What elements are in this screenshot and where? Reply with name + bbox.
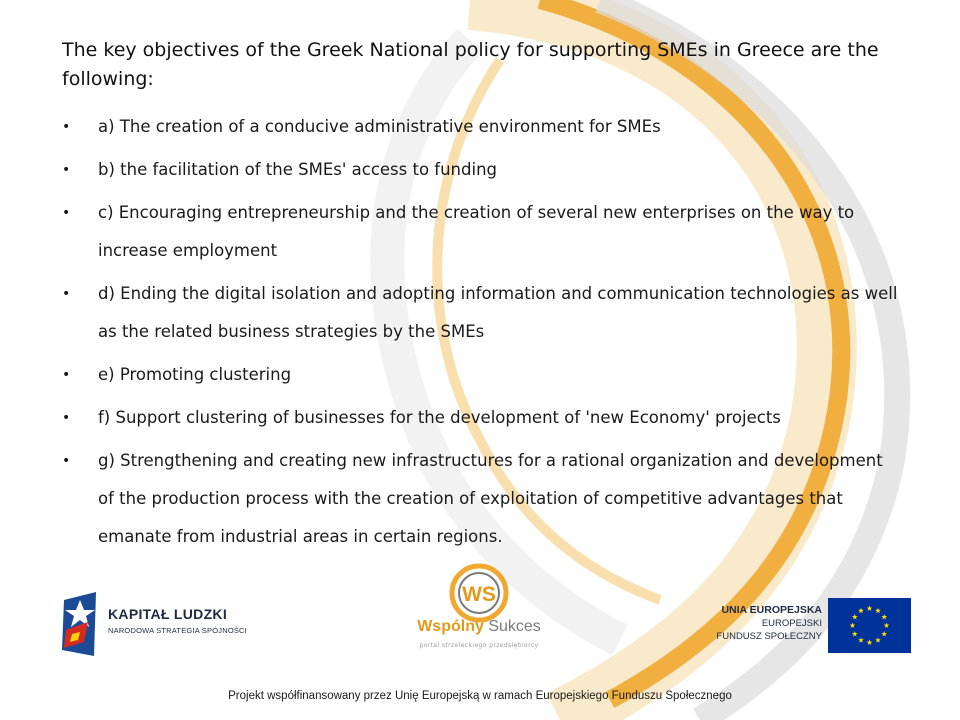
kapital-ludzki-logo xyxy=(58,590,258,658)
bullet-item-c xyxy=(62,194,902,270)
wspolny-word: Wspólny xyxy=(417,618,484,635)
slide-title: The key objectives of the Greek National policy for supporting SMEs in Greece are the following: xyxy=(62,39,879,90)
kapital-ludzki-subtitle: NARODOWA STRATEGIA SPÓJNOŚCI xyxy=(108,626,247,635)
objectives-list xyxy=(62,108,902,561)
bullet-text: g) Strengthening and creating new infrastructures for a rational organization and development of the production process with the creation of exploitation of competitive advantages that emanate from industrial areas in certain regions. xyxy=(98,451,883,546)
cofinancing-statement: Projekt współfinansowany przez Unię Europejską w ramach Europejskiego Funduszu Społecznego xyxy=(228,690,732,702)
bullet-item-f xyxy=(62,399,902,437)
bullet-marker: • xyxy=(62,162,71,178)
bullet-text: d) Ending the digital isolation and adopting information and communication technologies as well as the related business strategies by the SMEs xyxy=(98,284,898,341)
eu-flag-icon xyxy=(828,598,911,653)
bullet-marker: • xyxy=(62,453,71,469)
bullet-marker: • xyxy=(62,367,71,383)
bullet-item-g xyxy=(62,442,902,556)
eu-fund-label-2: FUNDUSZ SPOŁECZNY xyxy=(716,631,822,642)
bullet-marker: • xyxy=(62,205,71,221)
eu-text-block xyxy=(706,603,822,643)
wspolny-sukces-name xyxy=(404,618,554,636)
eu-fund-label-1: EUROPEJSKI xyxy=(761,618,822,629)
eu-union-label: UNIA EUROPEJSKA xyxy=(721,604,822,616)
wspolny-sukces-mark-icon xyxy=(446,560,512,626)
kapital-ludzki-mark-icon xyxy=(58,590,102,658)
bullet-marker: • xyxy=(62,119,71,135)
footer-logos xyxy=(0,560,960,720)
bullet-marker: • xyxy=(62,286,71,302)
bullet-text: b) the facilitation of the SMEs' access to funding xyxy=(98,160,498,179)
ws-monogram: WS xyxy=(462,583,496,606)
bullet-item-b xyxy=(62,151,902,189)
bullet-item-e xyxy=(62,356,902,394)
wspolny-sukces-logo xyxy=(404,560,554,660)
bullet-text: a) The creation of a conducive administrative environment for SMEs xyxy=(98,117,661,136)
bullet-text: c) Encouraging entrepreneurship and the creation of several new enterprises on the way to increase employment xyxy=(98,203,855,260)
bullet-marker: • xyxy=(62,410,71,426)
sukces-word: Sukces xyxy=(488,618,541,635)
bullet-item-a xyxy=(62,108,902,146)
bullet-text: f) Support clustering of businesses for the development of 'new Economy' projects xyxy=(98,408,781,427)
bullet-item-d xyxy=(62,275,902,351)
bullet-text: e) Promoting clustering xyxy=(98,365,292,384)
kapital-ludzki-title: KAPITAŁ LUDZKI xyxy=(108,606,228,622)
wspolny-sukces-tagline: portal strzeleckiego przedsiębiorcy xyxy=(419,642,539,649)
